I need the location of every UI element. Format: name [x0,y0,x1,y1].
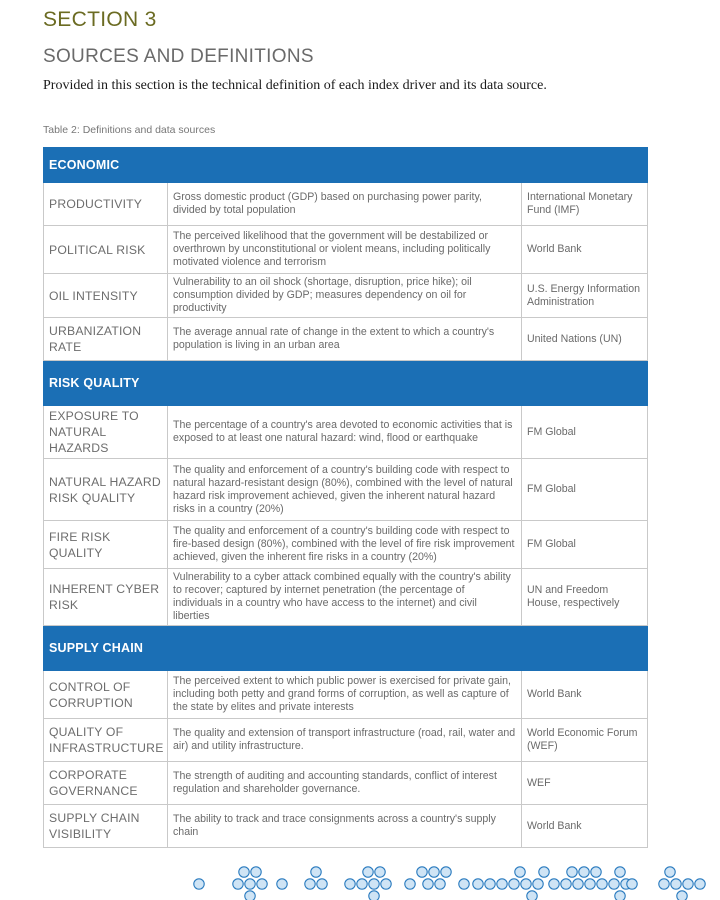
dot-icon [245,879,255,889]
source-cell: FM Global [522,459,648,521]
dot-icon [567,867,577,877]
driver-cell: OIL INTENSITY [44,274,168,318]
dot-icon [539,867,549,877]
definition-cell: The quality and enforcement of a country's building code with respect to natural hazard-resistant design (80%), combined with the level of natural hazard risk improvement achieved, given the inherent natural hazard risks in a country (20%) [168,459,522,521]
dot-icon [251,867,261,877]
category-row [44,361,648,406]
source-cell: FM Global [522,521,648,569]
definition-cell: The ability to track and trace consignments across a country's supply chain [168,805,522,848]
dot-icon [515,867,525,877]
table-caption: Table 2: Definitions and data sources [43,124,216,136]
table-row [44,719,648,762]
dot-icon [375,867,385,877]
definition-cell: Gross domestic product (GDP) based on purchasing power parity, divided by total population [168,183,522,226]
section-label: SECTION 3 [43,8,157,31]
driver-cell: EXPOSURE TO NATURAL HAZARDS [44,406,168,459]
dot-icon [609,879,619,889]
category-row [44,148,648,183]
dot-icon [509,879,519,889]
dot-pattern-icon [0,860,720,900]
dot-icon [423,879,433,889]
dot-icon [317,879,327,889]
dot-icon [527,891,537,900]
dot-icon [429,867,439,877]
category-label: RISK QUALITY [44,361,648,406]
dot-icon [441,867,451,877]
source-cell: World Bank [522,226,648,274]
definition-cell: The strength of auditing and accounting standards, conflict of interest regulation and shareholder governance. [168,762,522,805]
dot-icon [381,879,391,889]
driver-cell: PRODUCTIVITY [44,183,168,226]
source-cell: FM Global [522,406,648,459]
dot-icon [573,879,583,889]
dot-icon [357,879,367,889]
table-row [44,569,648,626]
driver-cell: QUALITY OF INFRASTRUCTURE [44,719,168,762]
table-row [44,671,648,719]
dot-icon [659,879,669,889]
dot-icon [369,891,379,900]
dot-icon [473,879,483,889]
dot-icon [257,879,267,889]
dot-icon [627,879,637,889]
source-cell: International Monetary Fund (IMF) [522,183,648,226]
dot-icon [677,891,687,900]
category-label: ECONOMIC [44,148,648,183]
driver-cell: POLITICAL RISK [44,226,168,274]
dot-icon [233,879,243,889]
dot-icon [305,879,315,889]
definition-cell: Vulnerability to a cyber attack combined equally with the country's ability to recover; captured by internet penetration (the percentage of individuals in a country who have access to the internet) and civil liberties [168,569,522,626]
dot-icon [579,867,589,877]
dot-icon [194,879,204,889]
source-cell: U.S. Energy Information Administration [522,274,648,318]
definition-cell: The perceived extent to which public power is exercised for private gain, including both petty and grand forms of corruption, as well as capture of the state by elites and private interests [168,671,522,719]
dot-icon [585,879,595,889]
dot-cluster [194,867,705,900]
table-row [44,274,648,318]
dot-icon [561,879,571,889]
category-label: SUPPLY CHAIN [44,626,648,671]
table-row [44,805,648,848]
driver-cell: CORPORATE GOVERNANCE [44,762,168,805]
definition-cell: Vulnerability to an oil shock (shortage, disruption, price hike); oil consumption divided by GDP; measures dependency on oil for productivity [168,274,522,318]
dot-icon [485,879,495,889]
table-row [44,318,648,361]
dot-icon [277,879,287,889]
source-cell: World Economic Forum (WEF) [522,719,648,762]
source-cell: UN and Freedom House, respectively [522,569,648,626]
driver-cell: FIRE RISK QUALITY [44,521,168,569]
dot-icon [345,879,355,889]
dot-icon [405,879,415,889]
table-row [44,521,648,569]
definition-cell: The percentage of a country's area devoted to economic activities that is exposed to at least one natural hazard: wind, flood or earthquake [168,406,522,459]
dot-icon [459,879,469,889]
dot-icon [533,879,543,889]
page-title: SOURCES AND DEFINITIONS [43,46,314,67]
source-cell: World Bank [522,671,648,719]
table-row [44,762,648,805]
dot-icon [369,879,379,889]
definition-cell: The quality and extension of transport infrastructure (road, rail, water and air) and utility infrastructure. [168,719,522,762]
definition-cell: The average annual rate of change in the extent to which a country's population is living in an urban area [168,318,522,361]
driver-cell: URBANIZATION RATE [44,318,168,361]
dot-icon [497,879,507,889]
dot-icon [665,867,675,877]
dot-icon [311,867,321,877]
dot-icon [245,891,255,900]
driver-cell: CONTROL OF CORRUPTION [44,671,168,719]
definition-cell: The perceived likelihood that the government will be destabilized or overthrown by unconstitutional or violent means, including politically motivated violence and terrorism [168,226,522,274]
dot-icon [695,879,705,889]
dot-icon [597,879,607,889]
table-row [44,226,648,274]
definitions-table [43,147,648,848]
dot-icon [363,867,373,877]
dot-icon [615,891,625,900]
driver-cell: INHERENT CYBER RISK [44,569,168,626]
dot-icon [435,879,445,889]
category-row [44,626,648,671]
dot-icon [683,879,693,889]
dot-icon [239,867,249,877]
table-row [44,459,648,521]
dot-icon [671,879,681,889]
source-cell: World Bank [522,805,648,848]
driver-cell: SUPPLY CHAIN VISIBILITY [44,805,168,848]
definition-cell: The quality and enforcement of a country's building code with respect to fire-based design (80%), combined with the level of fire risk improvement achieved, given the inherent fire risks in a country (20%) [168,521,522,569]
dot-icon [417,867,427,877]
driver-cell: NATURAL HAZARD RISK QUALITY [44,459,168,521]
dot-icon [521,879,531,889]
dot-icon [591,867,601,877]
table-row [44,406,648,459]
dot-icon [549,879,559,889]
intro-paragraph: Provided in this section is the technical definition of each index driver and its data source. [43,78,547,93]
source-cell: WEF [522,762,648,805]
dot-icon [615,867,625,877]
table-row [44,183,648,226]
source-cell: United Nations (UN) [522,318,648,361]
